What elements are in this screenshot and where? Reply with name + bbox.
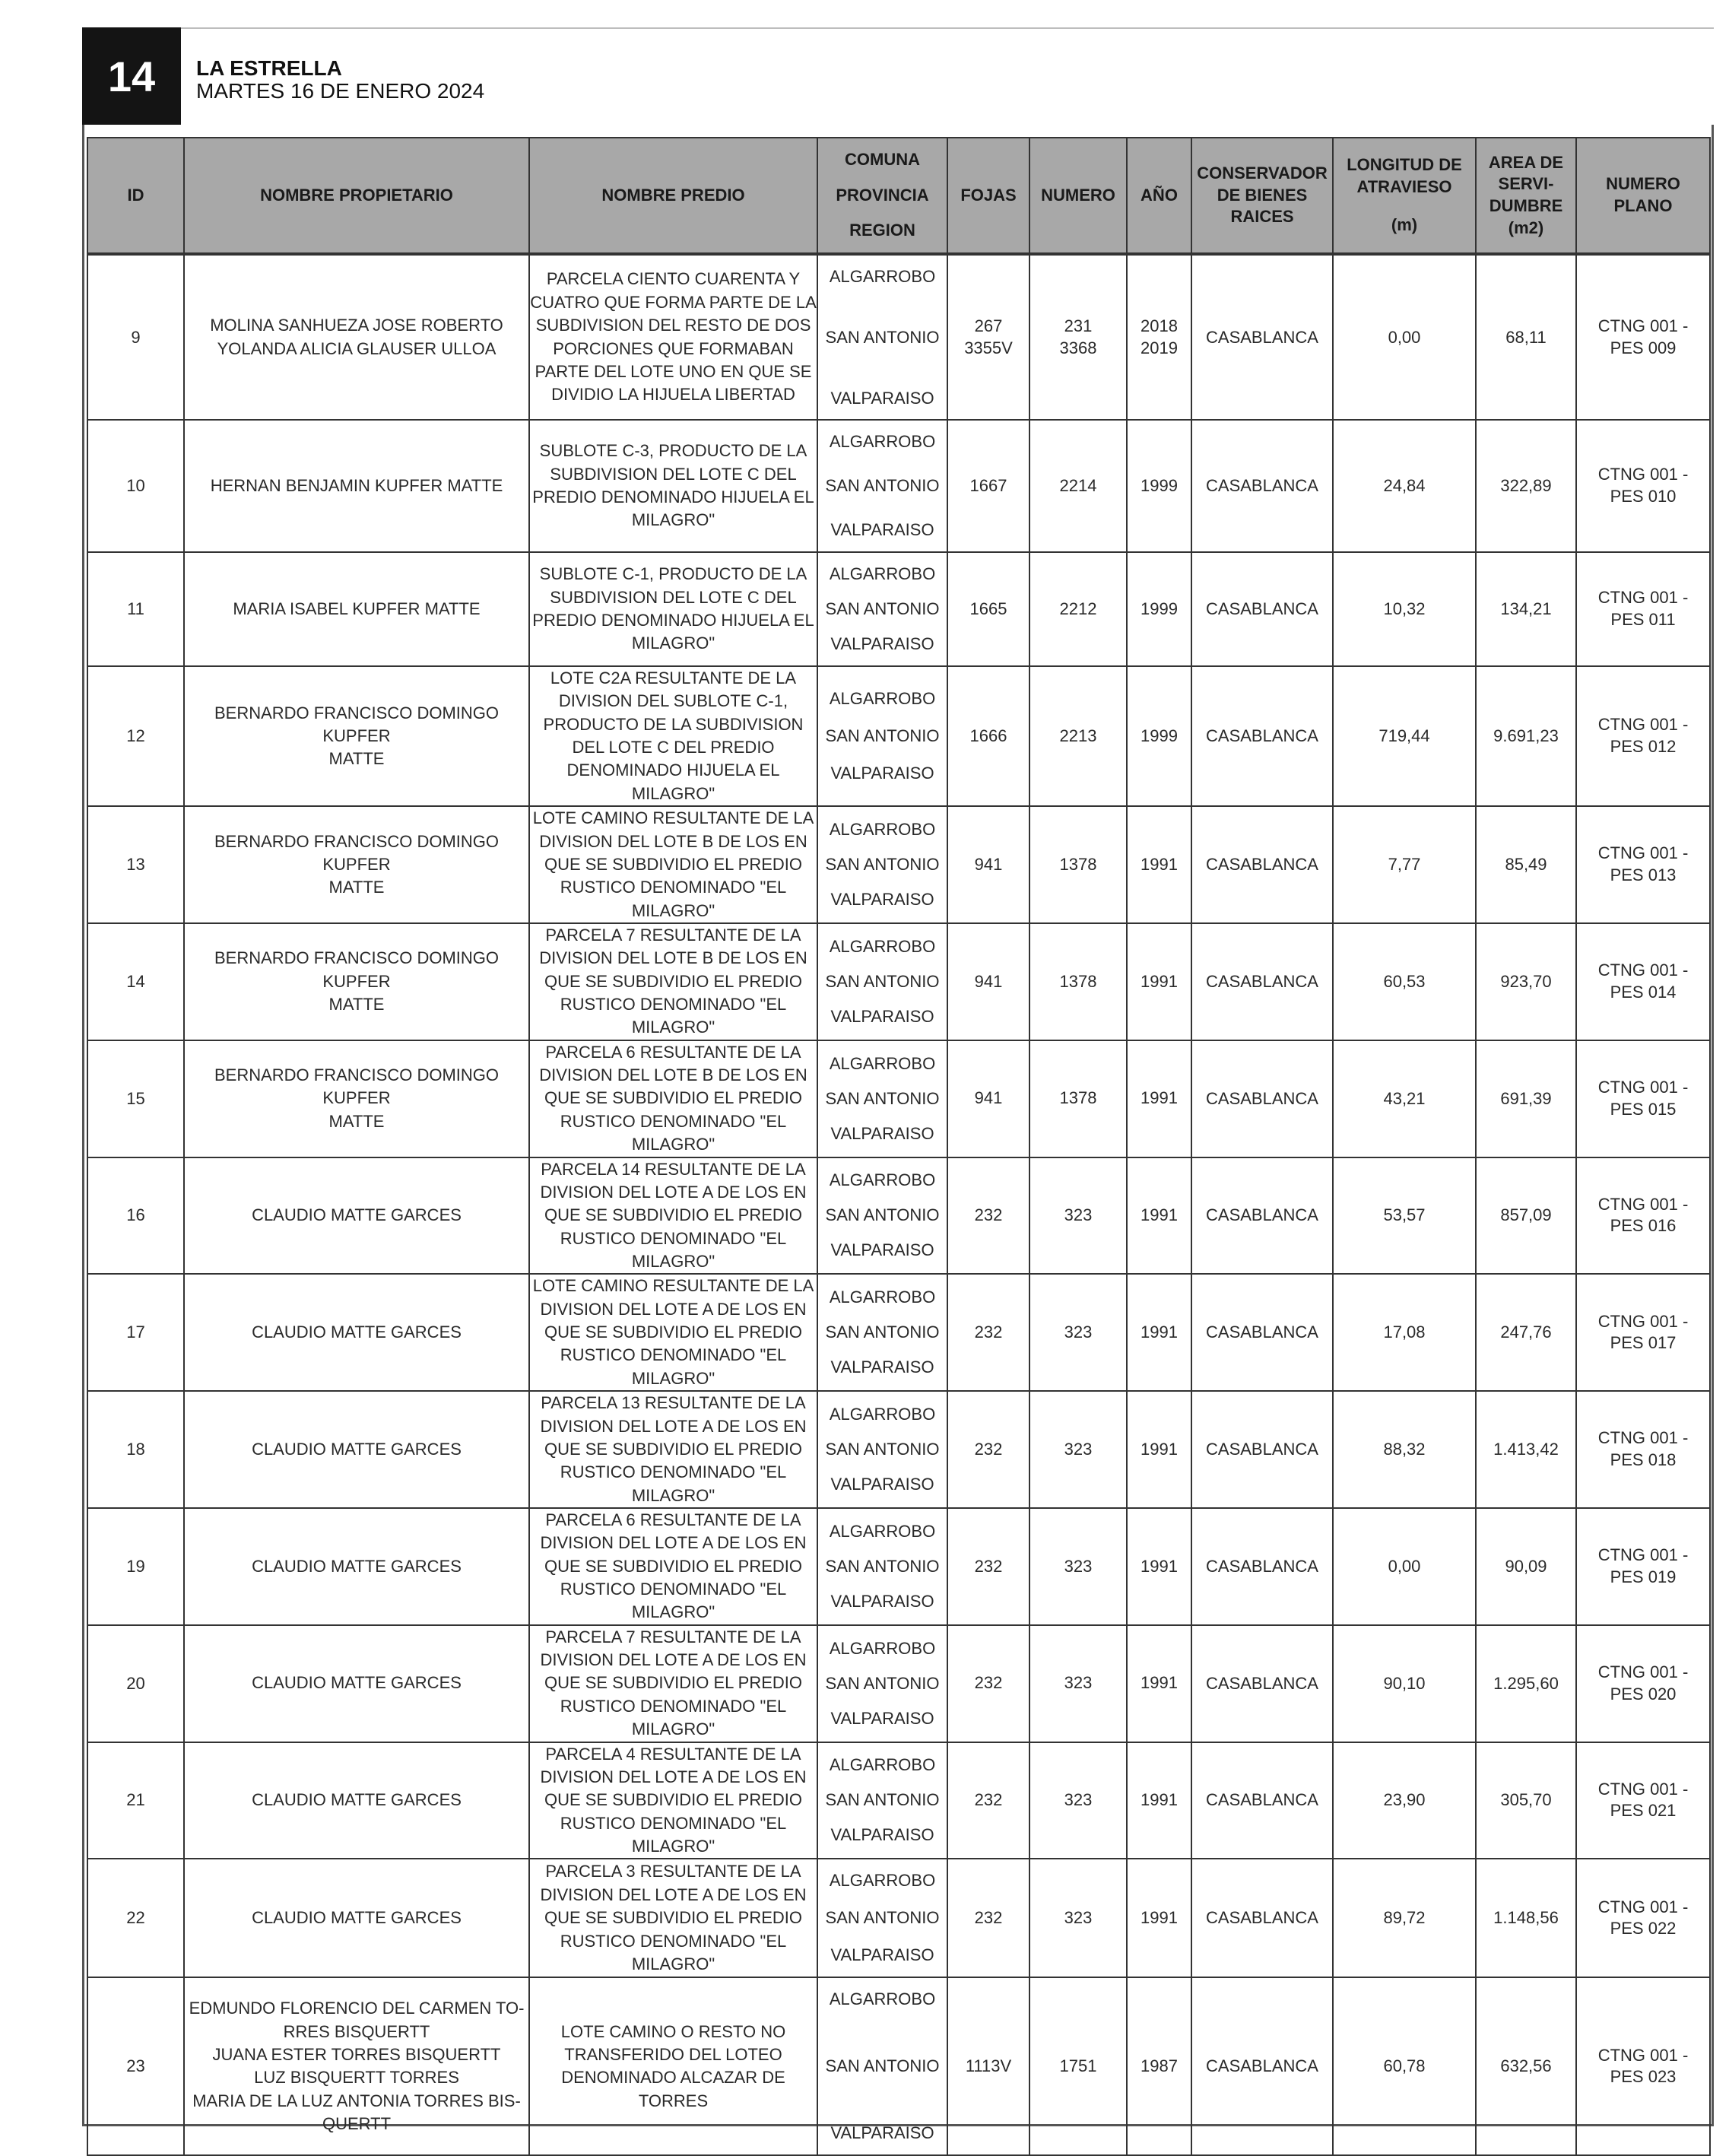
cell-plano: CTNG 001 - PES 023 bbox=[1576, 1977, 1710, 2155]
cell-numero: 323 bbox=[1029, 1391, 1127, 1508]
cell-plano: CTNG 001 - PES 020 bbox=[1576, 1625, 1710, 1742]
cell-owner: CLAUDIO MATTE GARCES bbox=[184, 1859, 529, 1977]
cell-plano: CTNG 001 - PES 013 bbox=[1576, 806, 1710, 923]
cell-location bbox=[817, 1977, 947, 2155]
cell-location bbox=[817, 1274, 947, 1391]
cell-predio: PARCELA 13 RESULTANTE DE LA DIVISION DEL LOTE A DE LOS EN QUE SE SUBDIVIDIO EL PREDIO RUSTICO DENOMINADO "EL MILAGRO" bbox=[529, 1391, 817, 1508]
cell-id: 22 bbox=[87, 1859, 184, 1977]
cell-area: 632,56 bbox=[1476, 1977, 1576, 2155]
cell-area: 247,76 bbox=[1476, 1274, 1576, 1391]
cell-location bbox=[817, 1391, 947, 1508]
cell-owner: BERNARDO FRANCISCO DOMINGO KUPFER MATTE bbox=[184, 923, 529, 1040]
cell-predio: SUBLOTE C-1, PRODUCTO DE LA SUBDIVISION DEL LOTE C DEL PREDIO DENOMINADO HIJUELA EL MILAGRO" bbox=[529, 552, 817, 666]
cell-provincia: SAN ANTONIO bbox=[825, 599, 940, 618]
col-header-longitud: LONGITUD DE ATRAVIESO (m) bbox=[1333, 138, 1476, 254]
cell-fojas: 232 bbox=[947, 1859, 1029, 1977]
cell-plano: CTNG 001 - PES 018 bbox=[1576, 1391, 1710, 1508]
cell-id: 9 bbox=[87, 254, 184, 420]
table-row bbox=[87, 254, 1710, 420]
table-row bbox=[87, 1859, 1710, 1977]
table-row bbox=[87, 923, 1710, 1040]
cell-fojas: 1666 bbox=[947, 666, 1029, 806]
cell-anio: 1991 bbox=[1127, 1625, 1191, 1742]
table-body bbox=[87, 254, 1710, 2155]
col-header-predio: NOMBRE PREDIO bbox=[529, 138, 817, 254]
cell-predio: PARCELA CIENTO CUARENTA Y CUATRO QUE FORMA PARTE DE LA SUBDIVISION DEL RESTO DE DOS PORCIONES QUE FORMABAN PARTE DEL LOTE UNO EN QUE SE DIVIDIO LA HIJUELA LIBERTAD bbox=[529, 254, 817, 420]
cell-location bbox=[817, 254, 947, 420]
cell-numero: 323 bbox=[1029, 1508, 1127, 1625]
table-row bbox=[87, 1508, 1710, 1625]
cell-numero: 1378 bbox=[1029, 806, 1127, 923]
cell-plano: CTNG 001 - PES 010 bbox=[1576, 420, 1710, 552]
col-header-area: AREA DE SERVI- DUMBRE (m2) bbox=[1476, 138, 1576, 254]
cell-region: VALPARAISO bbox=[830, 2123, 934, 2143]
cell-owner: EDMUNDO FLORENCIO DEL CARMEN TO- RRES BISQUERTT JUANA ESTER TORRES BISQUERTT LUZ BISQUERTT TORRES MARIA DE LA LUZ ANTONIA TORRES BIS- QUERTT bbox=[184, 1977, 529, 2155]
cell-conservador: CASABLANCA bbox=[1191, 1859, 1333, 1977]
cell-owner: HERNAN BENJAMIN KUPFER MATTE bbox=[184, 420, 529, 552]
cell-region: VALPARAISO bbox=[830, 1475, 934, 1494]
cell-area: 857,09 bbox=[1476, 1157, 1576, 1275]
cell-provincia: SAN ANTONIO bbox=[825, 476, 940, 495]
table-row bbox=[87, 1157, 1710, 1275]
cell-anio: 1991 bbox=[1127, 1508, 1191, 1625]
cell-longitud: 23,90 bbox=[1333, 1742, 1476, 1859]
cell-comuna: ALGARROBO bbox=[829, 1288, 936, 1307]
cell-area: 134,21 bbox=[1476, 552, 1576, 666]
cell-anio: 1991 bbox=[1127, 1859, 1191, 1977]
cell-id: 20 bbox=[87, 1625, 184, 1742]
top-rule bbox=[82, 27, 1714, 29]
cell-anio: 1999 bbox=[1127, 420, 1191, 552]
cell-area: 85,49 bbox=[1476, 806, 1576, 923]
col-header-id: ID bbox=[87, 138, 184, 254]
cell-numero: 2214 bbox=[1029, 420, 1127, 552]
cell-id: 12 bbox=[87, 666, 184, 806]
col-header-comuna-label: COMUNA bbox=[845, 150, 920, 169]
table-row bbox=[87, 1274, 1710, 1391]
cell-comuna: ALGARROBO bbox=[829, 266, 936, 286]
cell-comuna: ALGARROBO bbox=[829, 1989, 936, 2009]
cell-location bbox=[817, 1859, 947, 1977]
cell-region: VALPARAISO bbox=[830, 1708, 934, 1728]
cell-area: 9.691,23 bbox=[1476, 666, 1576, 806]
table-row bbox=[87, 1391, 1710, 1508]
cell-owner: BERNARDO FRANCISCO DOMINGO KUPFER MATTE bbox=[184, 806, 529, 923]
cell-location bbox=[817, 1040, 947, 1157]
cell-anio: 1987 bbox=[1127, 1977, 1191, 2155]
cell-numero: 2213 bbox=[1029, 666, 1127, 806]
cell-owner: MOLINA SANHUEZA JOSE ROBERTO YOLANDA ALICIA GLAUSER ULLOA bbox=[184, 254, 529, 420]
cell-numero: 1751 bbox=[1029, 1977, 1127, 2155]
cell-provincia: SAN ANTONIO bbox=[825, 1088, 940, 1108]
col-header-plano: NUMERO PLANO bbox=[1576, 138, 1710, 254]
cell-provincia: SAN ANTONIO bbox=[825, 855, 940, 875]
cell-conservador: CASABLANCA bbox=[1191, 806, 1333, 923]
cell-numero: 323 bbox=[1029, 1157, 1127, 1275]
cell-provincia: SAN ANTONIO bbox=[825, 1790, 940, 1810]
cell-comuna: ALGARROBO bbox=[829, 1405, 936, 1424]
cell-conservador: CASABLANCA bbox=[1191, 254, 1333, 420]
table-row bbox=[87, 1742, 1710, 1859]
cell-conservador: CASABLANCA bbox=[1191, 666, 1333, 806]
cell-location bbox=[817, 1157, 947, 1275]
cell-location bbox=[817, 1508, 947, 1625]
cell-conservador: CASABLANCA bbox=[1191, 1625, 1333, 1742]
cell-predio: PARCELA 7 RESULTANTE DE LA DIVISION DEL LOTE B DE LOS EN QUE SE SUBDIVIDIO EL PREDIO RUSTICO DENOMINADO "EL MILAGRO" bbox=[529, 923, 817, 1040]
cell-plano: CTNG 001 - PES 022 bbox=[1576, 1859, 1710, 1977]
cell-region: VALPARAISO bbox=[830, 520, 934, 539]
cell-longitud: 43,21 bbox=[1333, 1040, 1476, 1157]
cell-provincia: SAN ANTONIO bbox=[825, 1673, 940, 1693]
cell-longitud: 7,77 bbox=[1333, 806, 1476, 923]
cell-predio: LOTE C2A RESULTANTE DE LA DIVISION DEL SUBLOTE C-1, PRODUCTO DE LA SUBDIVISION DEL LOTE C DEL PREDIO DENOMINADO HIJUELA EL MILAGRO" bbox=[529, 666, 817, 806]
table-row bbox=[87, 806, 1710, 923]
cell-numero: 1378 bbox=[1029, 1040, 1127, 1157]
table-row bbox=[87, 1625, 1710, 1742]
cell-numero: 1378 bbox=[1029, 923, 1127, 1040]
cell-fojas: 232 bbox=[947, 1157, 1029, 1275]
cell-fojas: 232 bbox=[947, 1625, 1029, 1742]
cell-area: 90,09 bbox=[1476, 1508, 1576, 1625]
cell-predio: PARCELA 3 RESULTANTE DE LA DIVISION DEL LOTE A DE LOS EN QUE SE SUBDIVIDIO EL PREDIO RUSTICO DENOMINADO "EL MILAGRO" bbox=[529, 1859, 817, 1977]
cell-comuna: ALGARROBO bbox=[829, 689, 936, 709]
cell-fojas: 232 bbox=[947, 1742, 1029, 1859]
cell-plano: CTNG 001 - PES 019 bbox=[1576, 1508, 1710, 1625]
cell-conservador: CASABLANCA bbox=[1191, 1977, 1333, 2155]
cell-numero: 323 bbox=[1029, 1625, 1127, 1742]
cell-location bbox=[817, 806, 947, 923]
cell-provincia: SAN ANTONIO bbox=[825, 1556, 940, 1576]
cell-provincia: SAN ANTONIO bbox=[825, 1908, 940, 1928]
cell-provincia: SAN ANTONIO bbox=[825, 726, 940, 746]
col-header-comuna bbox=[817, 138, 947, 254]
cell-longitud: 90,10 bbox=[1333, 1625, 1476, 1742]
cell-conservador: CASABLANCA bbox=[1191, 1274, 1333, 1391]
cell-owner: CLAUDIO MATTE GARCES bbox=[184, 1625, 529, 1742]
cell-plano: CTNG 001 - PES 011 bbox=[1576, 552, 1710, 666]
cell-id: 16 bbox=[87, 1157, 184, 1275]
cell-area: 923,70 bbox=[1476, 923, 1576, 1040]
cell-region: VALPARAISO bbox=[830, 1945, 934, 1965]
cell-comuna: ALGARROBO bbox=[829, 936, 936, 956]
cell-plano: CTNG 001 - PES 021 bbox=[1576, 1742, 1710, 1859]
cell-longitud: 0,00 bbox=[1333, 1508, 1476, 1625]
cell-anio: 1991 bbox=[1127, 923, 1191, 1040]
cell-id: 11 bbox=[87, 552, 184, 666]
cell-plano: CTNG 001 - PES 016 bbox=[1576, 1157, 1710, 1275]
cell-provincia: SAN ANTONIO bbox=[825, 1322, 940, 1342]
table-row bbox=[87, 420, 1710, 552]
cell-provincia: SAN ANTONIO bbox=[825, 1440, 940, 1459]
cell-comuna: ALGARROBO bbox=[829, 432, 936, 451]
cell-predio: LOTE CAMINO O RESTO NO TRANSFERIDO DEL LOTEO DENOMINADO ALCAZAR DE TORRES bbox=[529, 1977, 817, 2155]
cell-provincia: SAN ANTONIO bbox=[825, 1205, 940, 1225]
col-header-numero: NUMERO bbox=[1029, 138, 1127, 254]
cell-owner: CLAUDIO MATTE GARCES bbox=[184, 1157, 529, 1275]
cell-area: 322,89 bbox=[1476, 420, 1576, 552]
cell-anio: 1991 bbox=[1127, 1274, 1191, 1391]
cell-id: 13 bbox=[87, 806, 184, 923]
publication-name: LA ESTRELLA bbox=[196, 56, 342, 80]
cell-location bbox=[817, 1625, 947, 1742]
cell-id: 18 bbox=[87, 1391, 184, 1508]
cell-longitud: 88,32 bbox=[1333, 1391, 1476, 1508]
page-number-badge: 14 bbox=[82, 27, 181, 125]
cell-conservador: CASABLANCA bbox=[1191, 1040, 1333, 1157]
cell-id: 10 bbox=[87, 420, 184, 552]
cell-area: 68,11 bbox=[1476, 254, 1576, 420]
cell-longitud: 24,84 bbox=[1333, 420, 1476, 552]
col-header-owner: NOMBRE PROPIETARIO bbox=[184, 138, 529, 254]
cell-predio: PARCELA 6 RESULTANTE DE LA DIVISION DEL LOTE B DE LOS EN QUE SE SUBDIVIDIO EL PREDIO RUSTICO DENOMINADO "EL MILAGRO" bbox=[529, 1040, 817, 1157]
table-row bbox=[87, 1977, 1710, 2155]
cell-id: 21 bbox=[87, 1742, 184, 1859]
cell-plano: CTNG 001 - PES 015 bbox=[1576, 1040, 1710, 1157]
cell-comuna: ALGARROBO bbox=[829, 1521, 936, 1541]
cell-id: 23 bbox=[87, 1977, 184, 2155]
cell-comuna: ALGARROBO bbox=[829, 1755, 936, 1775]
cell-id: 15 bbox=[87, 1040, 184, 1157]
cell-fojas: 232 bbox=[947, 1508, 1029, 1625]
cell-region: VALPARAISO bbox=[830, 1006, 934, 1026]
cell-longitud: 60,78 bbox=[1333, 1977, 1476, 2155]
cell-fojas: 1113V bbox=[947, 1977, 1029, 2155]
cell-conservador: CASABLANCA bbox=[1191, 923, 1333, 1040]
cell-area: 691,39 bbox=[1476, 1040, 1576, 1157]
cell-predio: PARCELA 4 RESULTANTE DE LA DIVISION DEL LOTE A DE LOS EN QUE SE SUBDIVIDIO EL PREDIO RUSTICO DENOMINADO "EL MILAGRO" bbox=[529, 1742, 817, 1859]
cell-comuna: ALGARROBO bbox=[829, 564, 936, 583]
cell-location bbox=[817, 1742, 947, 1859]
cell-location bbox=[817, 666, 947, 806]
cell-conservador: CASABLANCA bbox=[1191, 420, 1333, 552]
cell-conservador: CASABLANCA bbox=[1191, 1157, 1333, 1275]
cell-location bbox=[817, 923, 947, 1040]
cell-predio: PARCELA 7 RESULTANTE DE LA DIVISION DEL LOTE A DE LOS EN QUE SE SUBDIVIDIO EL PREDIO RUSTICO DENOMINADO "EL MILAGRO" bbox=[529, 1625, 817, 1742]
cell-region: VALPARAISO bbox=[830, 1357, 934, 1377]
cell-region: VALPARAISO bbox=[830, 1123, 934, 1143]
cell-longitud: 10,32 bbox=[1333, 552, 1476, 666]
cell-provincia: SAN ANTONIO bbox=[825, 971, 940, 991]
cell-plano: CTNG 001 - PES 017 bbox=[1576, 1274, 1710, 1391]
cell-owner: MARIA ISABEL KUPFER MATTE bbox=[184, 552, 529, 666]
cell-numero: 2212 bbox=[1029, 552, 1127, 666]
cell-comuna: ALGARROBO bbox=[829, 820, 936, 840]
cell-region: VALPARAISO bbox=[830, 1240, 934, 1260]
cell-fojas: 232 bbox=[947, 1391, 1029, 1508]
cell-fojas: 232 bbox=[947, 1274, 1029, 1391]
cell-location bbox=[817, 552, 947, 666]
cell-id: 14 bbox=[87, 923, 184, 1040]
cell-numero: 231 3368 bbox=[1029, 254, 1127, 420]
cell-predio: PARCELA 14 RESULTANTE DE LA DIVISION DEL LOTE A DE LOS EN QUE SE SUBDIVIDIO EL PREDIO RUSTICO DENOMINADO "EL MILAGRO" bbox=[529, 1157, 817, 1275]
cell-fojas: 941 bbox=[947, 806, 1029, 923]
cell-location bbox=[817, 420, 947, 552]
cell-comuna: ALGARROBO bbox=[829, 1170, 936, 1190]
table-header-row bbox=[87, 138, 1710, 254]
cell-fojas: 267 3355V bbox=[947, 254, 1029, 420]
col-header-fojas: FOJAS bbox=[947, 138, 1029, 254]
cell-region: VALPARAISO bbox=[830, 1825, 934, 1845]
cell-fojas: 1667 bbox=[947, 420, 1029, 552]
cell-id: 17 bbox=[87, 1274, 184, 1391]
cell-anio: 1991 bbox=[1127, 1391, 1191, 1508]
cell-fojas: 1665 bbox=[947, 552, 1029, 666]
cell-area: 1.413,42 bbox=[1476, 1391, 1576, 1508]
cell-anio: 2018 2019 bbox=[1127, 254, 1191, 420]
cell-longitud: 53,57 bbox=[1333, 1157, 1476, 1275]
cell-id: 19 bbox=[87, 1508, 184, 1625]
cell-owner: BERNARDO FRANCISCO DOMINGO KUPFER MATTE bbox=[184, 666, 529, 806]
cell-fojas: 941 bbox=[947, 923, 1029, 1040]
cell-predio: PARCELA 6 RESULTANTE DE LA DIVISION DEL LOTE A DE LOS EN QUE SE SUBDIVIDIO EL PREDIO RUSTICO DENOMINADO "EL MILAGRO" bbox=[529, 1508, 817, 1625]
cell-conservador: CASABLANCA bbox=[1191, 1391, 1333, 1508]
cell-region: VALPARAISO bbox=[830, 1591, 934, 1611]
col-header-region-label: REGION bbox=[849, 221, 915, 240]
table-row bbox=[87, 666, 1710, 806]
table-row bbox=[87, 1040, 1710, 1157]
cell-owner: CLAUDIO MATTE GARCES bbox=[184, 1742, 529, 1859]
cell-numero: 323 bbox=[1029, 1859, 1127, 1977]
cell-longitud: 60,53 bbox=[1333, 923, 1476, 1040]
cell-provincia: SAN ANTONIO bbox=[825, 2056, 940, 2076]
cell-provincia: SAN ANTONIO bbox=[825, 327, 940, 347]
cell-anio: 1991 bbox=[1127, 1157, 1191, 1275]
cell-longitud: 0,00 bbox=[1333, 254, 1476, 420]
cell-predio: SUBLOTE C-3, PRODUCTO DE LA SUBDIVISION DEL LOTE C DEL PREDIO DENOMINADO HIJUELA EL MILAGRO" bbox=[529, 420, 817, 552]
cell-area: 1.148,56 bbox=[1476, 1859, 1576, 1977]
cell-region: VALPARAISO bbox=[830, 388, 934, 408]
table-row bbox=[87, 552, 1710, 666]
cell-numero: 323 bbox=[1029, 1274, 1127, 1391]
cell-plano: CTNG 001 - PES 012 bbox=[1576, 666, 1710, 806]
cell-owner: CLAUDIO MATTE GARCES bbox=[184, 1391, 529, 1508]
cell-predio: LOTE CAMINO RESULTANTE DE LA DIVISION DEL LOTE B DE LOS EN QUE SE SUBDIVIDIO EL PREDIO RUSTICO DENOMINADO "EL MILAGRO" bbox=[529, 806, 817, 923]
cell-conservador: CASABLANCA bbox=[1191, 1508, 1333, 1625]
cell-plano: CTNG 001 - PES 009 bbox=[1576, 254, 1710, 420]
registry-table bbox=[87, 137, 1711, 2156]
cell-comuna: ALGARROBO bbox=[829, 1638, 936, 1658]
col-header-anio: AÑO bbox=[1127, 138, 1191, 254]
cell-region: VALPARAISO bbox=[830, 634, 934, 653]
cell-predio: LOTE CAMINO RESULTANTE DE LA DIVISION DEL LOTE A DE LOS EN QUE SE SUBDIVIDIO EL PREDIO RUSTICO DENOMINADO "EL MILAGRO" bbox=[529, 1274, 817, 1391]
cell-numero: 323 bbox=[1029, 1742, 1127, 1859]
cell-owner: BERNARDO FRANCISCO DOMINGO KUPFER MATTE bbox=[184, 1040, 529, 1157]
cell-longitud: 719,44 bbox=[1333, 666, 1476, 806]
cell-area: 1.295,60 bbox=[1476, 1625, 1576, 1742]
cell-anio: 1999 bbox=[1127, 552, 1191, 666]
cell-comuna: ALGARROBO bbox=[829, 1053, 936, 1073]
cell-owner: CLAUDIO MATTE GARCES bbox=[184, 1274, 529, 1391]
cell-anio: 1991 bbox=[1127, 1040, 1191, 1157]
cell-owner: CLAUDIO MATTE GARCES bbox=[184, 1508, 529, 1625]
cell-region: VALPARAISO bbox=[830, 764, 934, 783]
col-header-provincia-label: PROVINCIA bbox=[836, 185, 929, 205]
cell-anio: 1991 bbox=[1127, 1742, 1191, 1859]
publication-date: MARTES 16 DE ENERO 2024 bbox=[196, 79, 485, 103]
cell-area: 305,70 bbox=[1476, 1742, 1576, 1859]
cell-anio: 1999 bbox=[1127, 666, 1191, 806]
cell-fojas: 941 bbox=[947, 1040, 1029, 1157]
cell-plano: CTNG 001 - PES 014 bbox=[1576, 923, 1710, 1040]
cell-comuna: ALGARROBO bbox=[829, 1871, 936, 1891]
cell-anio: 1991 bbox=[1127, 806, 1191, 923]
cell-longitud: 17,08 bbox=[1333, 1274, 1476, 1391]
cell-longitud: 89,72 bbox=[1333, 1859, 1476, 1977]
cell-conservador: CASABLANCA bbox=[1191, 1742, 1333, 1859]
cell-conservador: CASABLANCA bbox=[1191, 552, 1333, 666]
col-header-conservador: CONSERVADOR DE BIENES RAICES bbox=[1191, 138, 1333, 254]
cell-region: VALPARAISO bbox=[830, 890, 934, 910]
